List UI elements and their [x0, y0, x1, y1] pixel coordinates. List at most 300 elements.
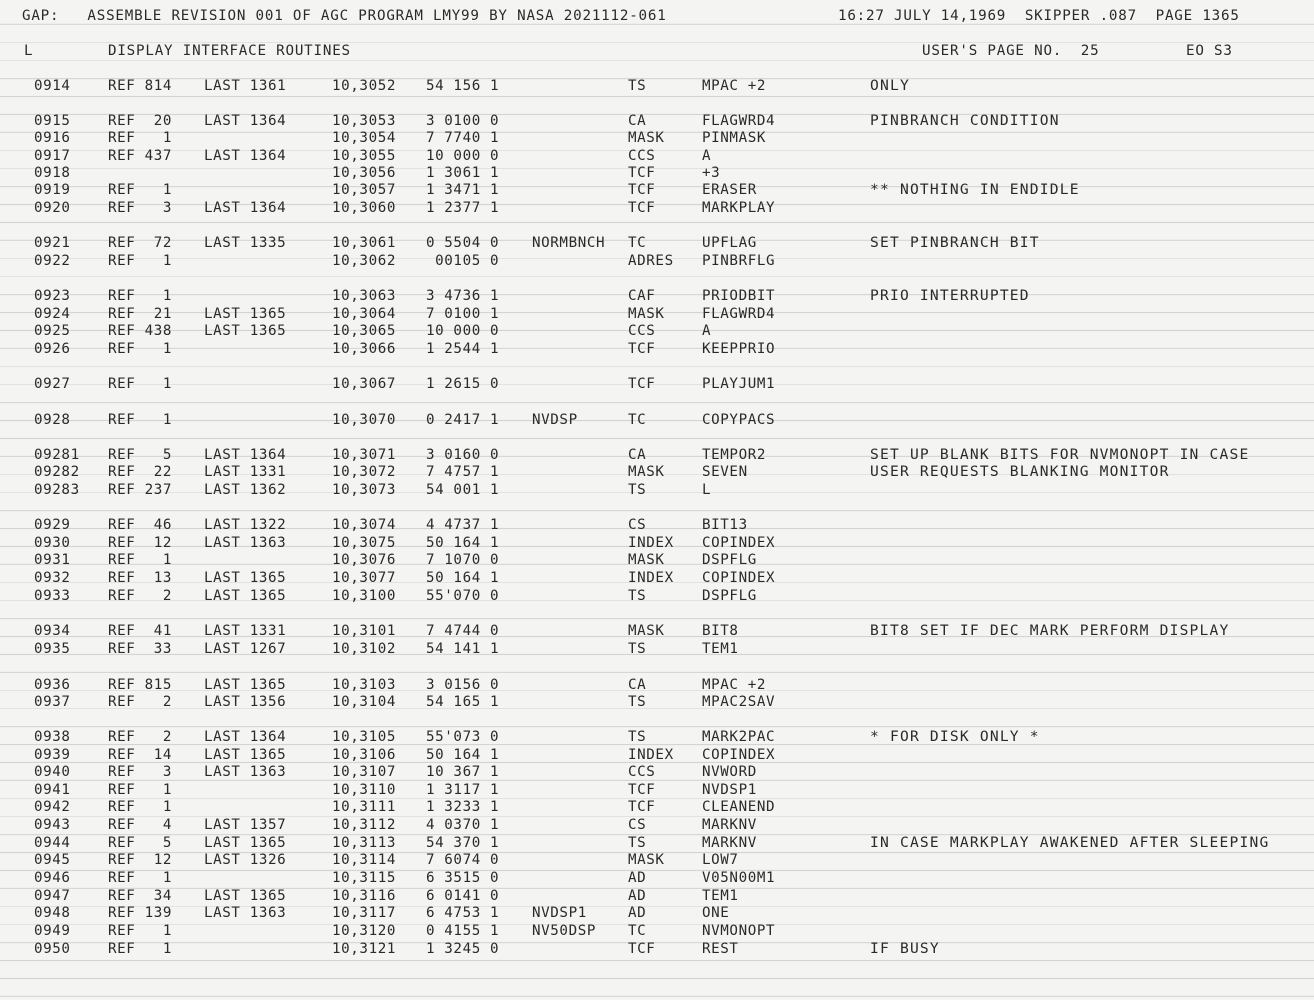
symbol-label: NVDSP1: [532, 905, 587, 921]
listing-row: [0, 129, 1314, 147]
ref-count: REF 21: [108, 306, 172, 322]
opcode: CAF: [628, 288, 656, 304]
line-number: 0930: [34, 535, 71, 551]
line-number: 0948: [34, 905, 71, 921]
operand: ONE: [702, 905, 730, 921]
listing-row: [0, 252, 1314, 270]
line-number: 0944: [34, 835, 71, 851]
operand: MARKPLAY: [702, 200, 776, 216]
address: 10,3054: [332, 130, 396, 146]
listing-row: [0, 622, 1314, 640]
machine-code: 3 4736 1: [426, 288, 500, 304]
address: 10,3065: [332, 323, 396, 339]
last-ref: LAST 1364: [204, 148, 287, 164]
operand: LOW7: [702, 852, 739, 868]
last-ref: LAST 1364: [204, 200, 287, 216]
address: 10,3100: [332, 588, 396, 604]
line-number: 0936: [34, 677, 71, 693]
line-number: 0929: [34, 517, 71, 533]
machine-code: 1 2544 1: [426, 341, 500, 357]
comment: BIT8 SET IF DEC MARK PERFORM DISPLAY: [870, 622, 1230, 639]
listing-row: [0, 147, 1314, 165]
ref-count: REF 12: [108, 852, 172, 868]
ref-count: REF 5: [108, 835, 172, 851]
operand: COPINDEX: [702, 535, 776, 551]
address: 10,3114: [332, 852, 396, 868]
ref-count: REF 139: [108, 905, 172, 921]
address: 10,3052: [332, 78, 396, 94]
opcode: MASK: [628, 464, 665, 480]
ref-count: REF 237: [108, 482, 172, 498]
operand: PINMASK: [702, 130, 766, 146]
listing-row: [0, 287, 1314, 305]
opcode: INDEX: [628, 535, 674, 551]
listing-row: [0, 534, 1314, 552]
operand: MARKNV: [702, 835, 757, 851]
address: 10,3056: [332, 165, 396, 181]
address: 10,3072: [332, 464, 396, 480]
operand: KEEPPRIO: [702, 341, 776, 357]
machine-code: 10 367 1: [426, 764, 500, 780]
section-letter: L: [24, 43, 34, 59]
operand: PLAYJUM1: [702, 376, 776, 392]
line-number: 09281: [34, 447, 80, 463]
listing-row: [0, 887, 1314, 905]
listing-row: [0, 569, 1314, 587]
section-title: DISPLAY INTERFACE ROUTINES: [108, 43, 351, 59]
address: 10,3116: [332, 888, 396, 904]
address: 10,3102: [332, 641, 396, 657]
symbol-label: NV50DSP: [532, 923, 596, 939]
operand: MPAC +2: [702, 78, 766, 94]
comment: USER REQUESTS BLANKING MONITOR: [870, 463, 1170, 480]
machine-code: 7 4757 1: [426, 464, 500, 480]
line-number: 0927: [34, 376, 71, 392]
opcode: INDEX: [628, 570, 674, 586]
comment: IF BUSY: [870, 940, 940, 957]
line-number: 0942: [34, 799, 71, 815]
machine-code: 54 370 1: [426, 835, 500, 851]
opcode: TS: [628, 694, 647, 710]
listing-row: [0, 940, 1314, 958]
opcode: CCS: [628, 323, 656, 339]
ref-count: REF 3: [108, 200, 172, 216]
opcode: AD: [628, 870, 647, 886]
address: 10,3073: [332, 482, 396, 498]
listing-row: [0, 446, 1314, 464]
operand: MARK2PAC: [702, 729, 776, 745]
opcode: TC: [628, 923, 647, 939]
address: 10,3063: [332, 288, 396, 304]
machine-code: 4 0370 1: [426, 817, 500, 833]
opcode: TCF: [628, 200, 656, 216]
address: 10,3112: [332, 817, 396, 833]
operand: TEM1: [702, 641, 739, 657]
line-number: 0923: [34, 288, 71, 304]
address: 10,3120: [332, 923, 396, 939]
line-number: 0950: [34, 941, 71, 957]
machine-code: 3 0160 0: [426, 447, 500, 463]
ref-count: REF 1: [108, 376, 172, 392]
machine-code: 50 164 1: [426, 570, 500, 586]
operand: CLEANEND: [702, 799, 776, 815]
page-header: [0, 7, 1314, 25]
ref-count: REF 438: [108, 323, 172, 339]
ref-count: REF 4: [108, 817, 172, 833]
line-number: 09282: [34, 464, 80, 480]
opcode: CCS: [628, 764, 656, 780]
machine-code: 1 3061 1: [426, 165, 500, 181]
opcode: MASK: [628, 623, 665, 639]
address: 10,3060: [332, 200, 396, 216]
ref-count: REF 1: [108, 923, 172, 939]
machine-code: 7 1070 0: [426, 552, 500, 568]
last-ref: LAST 1365: [204, 570, 287, 586]
line-number: 0949: [34, 923, 71, 939]
ref-count: REF 2: [108, 588, 172, 604]
listing-row: [0, 728, 1314, 746]
operand: +3: [702, 165, 721, 181]
machine-code: 55'073 0: [426, 729, 500, 745]
operand: MPAC2SAV: [702, 694, 776, 710]
line-number: 0921: [34, 235, 71, 251]
ref-count: REF 1: [108, 552, 172, 568]
line-number: 0940: [34, 764, 71, 780]
address: 10,3115: [332, 870, 396, 886]
listing-row: [0, 816, 1314, 834]
operand: TEM1: [702, 888, 739, 904]
operand: BIT8: [702, 623, 739, 639]
opcode: CS: [628, 517, 647, 533]
machine-code: 4 4737 1: [426, 517, 500, 533]
last-ref: LAST 1331: [204, 464, 287, 480]
operand: REST: [702, 941, 739, 957]
line-number: 0941: [34, 782, 71, 798]
opcode: TCF: [628, 941, 656, 957]
listing-row: [0, 851, 1314, 869]
comment: ** NOTHING IN ENDIDLE: [870, 181, 1080, 198]
opcode: CS: [628, 817, 647, 833]
machine-code: 50 164 1: [426, 535, 500, 551]
line-number: 0917: [34, 148, 71, 164]
header-title: GAP: ASSEMBLE REVISION 001 OF AGC PROGRAM LMY99 BY NASA 2021112-061: [22, 8, 667, 24]
ref-count: REF 13: [108, 570, 172, 586]
machine-code: 7 0100 1: [426, 306, 500, 322]
last-ref: LAST 1356: [204, 694, 287, 710]
listing-row: [0, 781, 1314, 799]
machine-code: 54 001 1: [426, 482, 500, 498]
line-number: 0925: [34, 323, 71, 339]
opcode: TCF: [628, 165, 656, 181]
listing-row: [0, 164, 1314, 182]
operand: PRIODBIT: [702, 288, 776, 304]
line-number: 0928: [34, 412, 71, 428]
opcode: TS: [628, 78, 647, 94]
ref-count: REF 1: [108, 253, 172, 269]
operand: FLAGWRD4: [702, 113, 776, 129]
line-number: 0937: [34, 694, 71, 710]
ref-count: REF 2: [108, 694, 172, 710]
ref-count: REF 1: [108, 288, 172, 304]
line-number: 0939: [34, 747, 71, 763]
machine-code: 50 164 1: [426, 747, 500, 763]
last-ref: LAST 1322: [204, 517, 287, 533]
listing-row: [0, 746, 1314, 764]
machine-code: 54 156 1: [426, 78, 500, 94]
section-header: [0, 42, 1314, 60]
listing-row: [0, 516, 1314, 534]
line-number: 0932: [34, 570, 71, 586]
ref-count: REF 1: [108, 182, 172, 198]
address: 10,3076: [332, 552, 396, 568]
listing-row: [0, 676, 1314, 694]
operand: NVDSP1: [702, 782, 757, 798]
line-number: 0946: [34, 870, 71, 886]
address: 10,3103: [332, 677, 396, 693]
listing-row: [0, 322, 1314, 340]
address: 10,3101: [332, 623, 396, 639]
symbol-label: NVDSP: [532, 412, 578, 428]
address: 10,3071: [332, 447, 396, 463]
listing-row: [0, 305, 1314, 323]
line-number: 0919: [34, 182, 71, 198]
listing-row: [0, 551, 1314, 569]
listing-row: [0, 340, 1314, 358]
address: 10,3074: [332, 517, 396, 533]
last-ref: LAST 1365: [204, 306, 287, 322]
address: 10,3075: [332, 535, 396, 551]
line-number: 0926: [34, 341, 71, 357]
listing-row: [0, 181, 1314, 199]
line-number: 0918: [34, 165, 71, 181]
line-number: 0935: [34, 641, 71, 657]
comment: ONLY: [870, 77, 910, 94]
address: 10,3111: [332, 799, 396, 815]
machine-code: 1 3471 1: [426, 182, 500, 198]
address: 10,3062: [332, 253, 396, 269]
listing-row: [0, 112, 1314, 130]
machine-code: 6 3515 0: [426, 870, 500, 886]
machine-code: 00105 0: [426, 253, 500, 269]
ref-count: REF 12: [108, 535, 172, 551]
address: 10,3107: [332, 764, 396, 780]
opcode: TC: [628, 235, 647, 251]
address: 10,3057: [332, 182, 396, 198]
machine-code: 0 4155 1: [426, 923, 500, 939]
comment: SET UP BLANK BITS FOR NVMONOPT IN CASE: [870, 446, 1250, 463]
listing-row: [0, 869, 1314, 887]
listing-row: [0, 234, 1314, 252]
listing-row: [0, 77, 1314, 95]
machine-code: 3 0156 0: [426, 677, 500, 693]
symbol-label: NORMBNCH: [532, 235, 606, 251]
ref-count: REF 2: [108, 729, 172, 745]
opcode: AD: [628, 888, 647, 904]
machine-code: 1 2377 1: [426, 200, 500, 216]
opcode: TCF: [628, 782, 656, 798]
opcode: TCF: [628, 376, 656, 392]
listing-row: [0, 904, 1314, 922]
last-ref: LAST 1326: [204, 852, 287, 868]
ref-count: REF 34: [108, 888, 172, 904]
ref-count: REF 814: [108, 78, 172, 94]
line-number: 0934: [34, 623, 71, 639]
opcode: CA: [628, 447, 647, 463]
operand: COPYPACS: [702, 412, 776, 428]
ref-count: REF 72: [108, 235, 172, 251]
address: 10,3053: [332, 113, 396, 129]
listing-row: [0, 693, 1314, 711]
address: 10,3061: [332, 235, 396, 251]
comment: SET PINBRANCH BIT: [870, 234, 1040, 251]
machine-code: 10 000 0: [426, 148, 500, 164]
opcode: MASK: [628, 130, 665, 146]
operand: COPINDEX: [702, 570, 776, 586]
listing-row: [0, 199, 1314, 217]
opcode: ADRES: [628, 253, 674, 269]
machine-code: 1 3117 1: [426, 782, 500, 798]
opcode: AD: [628, 905, 647, 921]
opcode: CCS: [628, 148, 656, 164]
ref-count: REF 3: [108, 764, 172, 780]
opcode: TS: [628, 482, 647, 498]
machine-code: 7 7740 1: [426, 130, 500, 146]
last-ref: LAST 1331: [204, 623, 287, 639]
opcode: MASK: [628, 306, 665, 322]
last-ref: LAST 1365: [204, 888, 287, 904]
eo-marker: EO S3: [1186, 43, 1233, 59]
ref-count: REF 1: [108, 341, 172, 357]
listing-row: [0, 834, 1314, 852]
machine-code: 7 6074 0: [426, 852, 500, 868]
listing-row: [0, 481, 1314, 499]
user-page-number: USER'S PAGE NO. 25: [922, 43, 1100, 59]
operand: MARKNV: [702, 817, 757, 833]
ref-count: REF 1: [108, 941, 172, 957]
machine-code: 7 4744 0: [426, 623, 500, 639]
opcode: TC: [628, 412, 647, 428]
last-ref: LAST 1365: [204, 835, 287, 851]
last-ref: LAST 1364: [204, 447, 287, 463]
listing-row: [0, 640, 1314, 658]
opcode: TS: [628, 729, 647, 745]
ref-count: REF 5: [108, 447, 172, 463]
line-number: 0938: [34, 729, 71, 745]
operand: L: [702, 482, 712, 498]
opcode: CA: [628, 677, 647, 693]
header-timestamp: 16:27 JULY 14,1969 SKIPPER .087 PAGE 1365: [838, 8, 1240, 24]
machine-code: 54 165 1: [426, 694, 500, 710]
ref-count: REF 14: [108, 747, 172, 763]
address: 10,3105: [332, 729, 396, 745]
last-ref: LAST 1364: [204, 729, 287, 745]
operand: NVMONOPT: [702, 923, 776, 939]
ref-count: REF 1: [108, 782, 172, 798]
machine-code: 10 000 0: [426, 323, 500, 339]
ref-count: REF 815: [108, 677, 172, 693]
machine-code: 3 0100 0: [426, 113, 500, 129]
machine-code: 54 141 1: [426, 641, 500, 657]
line-number: 0924: [34, 306, 71, 322]
last-ref: LAST 1267: [204, 641, 287, 657]
machine-code: 0 2417 1: [426, 412, 500, 428]
comment: PINBRANCH CONDITION: [870, 112, 1060, 129]
operand: SEVEN: [702, 464, 748, 480]
line-number: 0916: [34, 130, 71, 146]
address: 10,3070: [332, 412, 396, 428]
address: 10,3110: [332, 782, 396, 798]
last-ref: LAST 1365: [204, 588, 287, 604]
listing-row: [0, 587, 1314, 605]
line-number: 0914: [34, 78, 71, 94]
operand: TEMPOR2: [702, 447, 766, 463]
last-ref: LAST 1365: [204, 747, 287, 763]
listing-row: [0, 411, 1314, 429]
operand: UPFLAG: [702, 235, 757, 251]
operand: A: [702, 148, 712, 164]
listing-row: [0, 763, 1314, 781]
ref-count: REF 437: [108, 148, 172, 164]
machine-code: 0 5504 0: [426, 235, 500, 251]
opcode: CA: [628, 113, 647, 129]
address: 10,3104: [332, 694, 396, 710]
opcode: TS: [628, 835, 647, 851]
address: 10,3067: [332, 376, 396, 392]
machine-code: 6 0141 0: [426, 888, 500, 904]
comment: * FOR DISK ONLY *: [870, 728, 1040, 745]
ref-count: REF 33: [108, 641, 172, 657]
ref-count: REF 1: [108, 870, 172, 886]
opcode: TCF: [628, 799, 656, 815]
operand: BIT13: [702, 517, 748, 533]
operand: FLAGWRD4: [702, 306, 776, 322]
operand: COPINDEX: [702, 747, 776, 763]
operand: DSPFLG: [702, 552, 757, 568]
ref-count: REF 1: [108, 412, 172, 428]
line-number: 09283: [34, 482, 80, 498]
listing-row: [0, 463, 1314, 481]
line-number: 0943: [34, 817, 71, 833]
last-ref: LAST 1335: [204, 235, 287, 251]
last-ref: LAST 1365: [204, 323, 287, 339]
operand: A: [702, 323, 712, 339]
last-ref: LAST 1365: [204, 677, 287, 693]
address: 10,3077: [332, 570, 396, 586]
line-number: 0947: [34, 888, 71, 904]
line-number: 0922: [34, 253, 71, 269]
machine-code: 55'070 0: [426, 588, 500, 604]
comment: PRIO INTERRUPTED: [870, 287, 1030, 304]
ref-count: REF 41: [108, 623, 172, 639]
opcode: TCF: [628, 182, 656, 198]
ref-count: REF 46: [108, 517, 172, 533]
operand: MPAC +2: [702, 677, 766, 693]
line-number: 0915: [34, 113, 71, 129]
address: 10,3121: [332, 941, 396, 957]
ref-count: REF 1: [108, 130, 172, 146]
operand: DSPFLG: [702, 588, 757, 604]
address: 10,3055: [332, 148, 396, 164]
last-ref: LAST 1362: [204, 482, 287, 498]
listing-row: [0, 798, 1314, 816]
machine-code: 6 4753 1: [426, 905, 500, 921]
last-ref: LAST 1363: [204, 764, 287, 780]
address: 10,3064: [332, 306, 396, 322]
last-ref: LAST 1363: [204, 905, 287, 921]
machine-code: 1 3233 1: [426, 799, 500, 815]
address: 10,3117: [332, 905, 396, 921]
opcode: MASK: [628, 552, 665, 568]
